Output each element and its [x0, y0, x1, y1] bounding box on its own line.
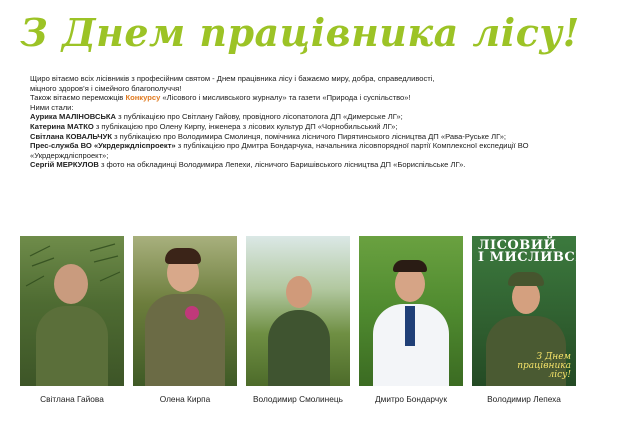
winner-name: Світлана КОВАЛЬЧУК — [30, 131, 112, 141]
winner-item — [30, 132, 586, 142]
photo-card — [359, 236, 469, 404]
photo-card — [133, 236, 243, 404]
winner-description: з публікацією про Олену Кирпу, інженера з лісових культур ДП «Чорнобильський ЛГ»; — [93, 121, 398, 131]
winner-name: Прес-служба ВО «Укрдерждліспроект» — [30, 141, 176, 151]
winner-item — [30, 112, 586, 122]
contest-paragraph — [30, 93, 586, 103]
winner-name: Аурика МАЛІНОВСЬКА — [30, 112, 117, 122]
photo-caption: Володимир Лепеха — [487, 394, 561, 404]
intro-paragraph — [30, 74, 586, 93]
page-title: З Днем працівника лісу! — [20, 10, 580, 55]
magazine-title-line-2: І МИСЛИВСЬКИЙ — [478, 250, 624, 265]
contest-after: «Лісового і мисливського журналу» та газети «Природа і суспільство»! — [160, 93, 411, 103]
magazine-title-line-1: ЛІСОВИЙ — [478, 238, 557, 253]
winner-description: з публікацією про Дмитра Бондарчука, начальника лісовпорядної партії Комплексної експедиції ВО «Укрдерждліспроект»; — [30, 141, 529, 160]
contest-before: Також вітаємо переможців — [30, 93, 126, 103]
winner-description: з публікацією про Світлану Гайову, провідного лісопатолога ДП «Димерське ЛГ»; — [116, 112, 403, 122]
greeting-text — [30, 74, 586, 170]
winner-description: з публікацією про Володимира Смолинця, помічника лісничого Пирятинського лісництва ДП «Рава-Руське ЛГ»; — [111, 131, 507, 141]
winner-name: Сергій МЕРКУЛОВ — [30, 160, 99, 170]
winner-item — [30, 160, 586, 170]
portrait-photo-1 — [20, 236, 124, 386]
portrait-photo-3 — [246, 236, 350, 386]
contest-keyword: Конкурсу — [125, 93, 161, 103]
winner-description: з фото на обкладинці Володимира Лепехи, лісничого Баришівського лісництва ДП «Бориспільське ЛГ». — [98, 160, 466, 170]
photo-card — [20, 236, 130, 404]
photo-card — [472, 236, 624, 404]
photo-caption: Дмитро Бондарчук — [375, 394, 447, 404]
winner-item — [30, 141, 586, 160]
winner-item — [30, 122, 586, 132]
intro-line-2: міцного здоров’я і сімейного благополуччя! — [30, 83, 182, 93]
photo-gallery — [20, 236, 624, 406]
intro-line-1: Щиро вітаємо всіх лісівників з професійним святом - Днем працівника лісу і бажаємо миру, добра, справедливості, — [30, 74, 435, 83]
portrait-photo-2 — [133, 236, 237, 386]
photo-card — [246, 236, 356, 404]
portrait-photo-4 — [359, 236, 463, 386]
photo-caption: Олена Кирпа — [159, 394, 211, 404]
magazine-cover — [472, 236, 624, 386]
magazine-cover-script: З Днем працівника лісу! — [517, 352, 571, 380]
winner-name: Катерина МАТКО — [30, 121, 94, 131]
magazine-title — [478, 240, 624, 264]
photo-caption: Світлана Гайова — [40, 394, 104, 404]
photo-caption: Володимир Смолинець — [253, 394, 343, 404]
winners-heading: Ними стали: — [30, 102, 74, 112]
flower-icon — [185, 306, 199, 320]
